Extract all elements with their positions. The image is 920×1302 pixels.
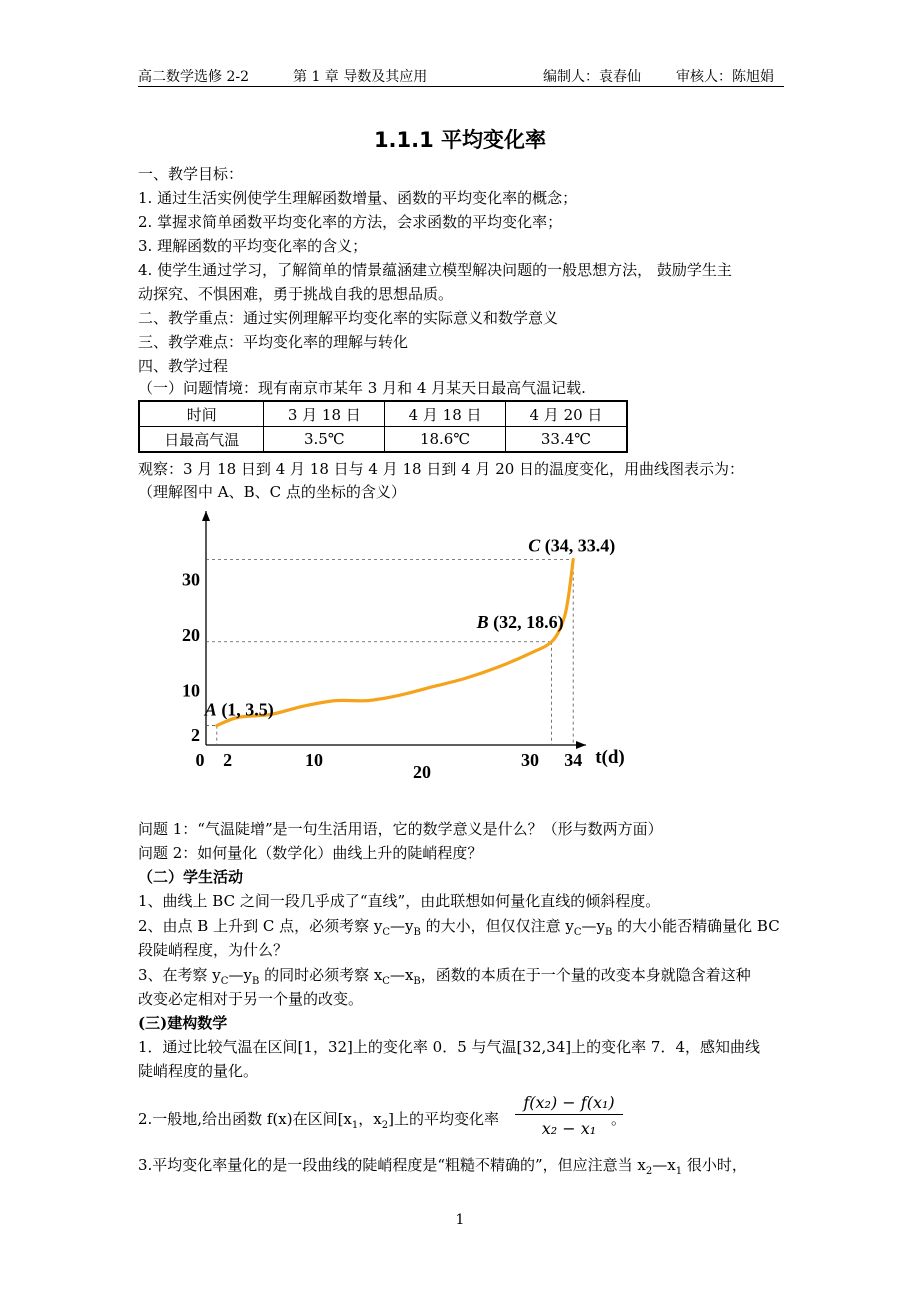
- observe-line-2: （理解图中 A、B、C 点的坐标的含义）: [138, 483, 406, 501]
- page-header: [138, 64, 784, 87]
- table-cell: 4 月 20 日: [505, 401, 627, 427]
- temperature-chart: [138, 505, 658, 785]
- header-reviewer: 审核人：陈旭娟: [676, 69, 774, 85]
- table-cell: 日最高气温: [139, 427, 264, 453]
- page-title: 1.1.1 平均变化率: [373, 128, 547, 152]
- header-chapter: 第 1 章 导数及其应用: [293, 69, 428, 85]
- question-1: 问题 1：“气温陡增”是一句生活用语，它的数学意义是什么？（形与数两方面）: [138, 820, 663, 838]
- table-row: [139, 401, 627, 427]
- activity-heading: （二）学生活动: [138, 868, 244, 886]
- objective-2: 2. 掌握求简单函数平均变化率的方法，会求函数的平均变化率；: [138, 213, 563, 231]
- table-cell: 时间: [139, 401, 264, 427]
- construct-line-1: 1．通过比较气温在区间[1，32]上的变化率 0．5 与气温[32,34]上的变化率 7．4，感知曲线: [138, 1038, 761, 1056]
- x-axis-label: t(d): [595, 747, 625, 768]
- x-tick-label: 30: [521, 750, 539, 770]
- activity-line-2: 2、由点 B 上升到 C 点，必须考察 $y_C—y_B$ 的大小，但仅仅注意 $y_C—y_B$ 的大小能否精确量化 BC: [138, 917, 780, 938]
- y-axis-arrow: [202, 511, 210, 521]
- key-point: 二、教学重点：通过实例理解平均变化率的实际意义和数学意义: [138, 309, 559, 327]
- formula-denominator: x₂ − x₁: [541, 1119, 597, 1138]
- average-rate-formula: [515, 1093, 623, 1138]
- objective-1: 1. 通过生活实例使学生理解函数增量、函数的平均变化率的概念；: [138, 189, 578, 207]
- formula-numerator: f(x₂) − f(x₁): [515, 1093, 623, 1115]
- activity-line-4: 3、在考察 $y_C—y_B$ 的同时必须考察 $x_C—x_B$，函数的本质在于一个量的改变本身就隐含着这种: [138, 966, 751, 987]
- construct-heading: (三)建构数学: [138, 1014, 228, 1032]
- question-2: 问题 2：如何量化（数学化）曲线上升的陡峭程度？: [138, 844, 483, 862]
- activity-line-3: 段陡峭程度，为什么？: [138, 941, 289, 959]
- construct-line-2: 陡峭程度的量化。: [138, 1062, 259, 1080]
- objective-3: 3. 理解函数的平均变化率的含义；: [138, 237, 368, 255]
- temperature-table: [138, 400, 628, 453]
- point-label-b: B (32, 18.6): [476, 611, 564, 632]
- header-course: 高二数学选修 2-2: [138, 69, 249, 85]
- page-number: 1: [455, 1212, 465, 1228]
- point-label-a: A (1, 3.5): [204, 699, 274, 720]
- observe-line-1: 观察：3 月 18 日到 4 月 18 日与 4 月 18 日到 4 月 20 日的温度变化，用曲线图表示为：: [138, 460, 745, 478]
- x-tick-label: 0: [195, 750, 205, 770]
- situation: （一）问题情境：现有南京市某年 3 月和 4 月某天日最高气温记载.: [138, 379, 586, 397]
- objective-4: 4. 使学生通过学习，了解简单的情景蕴涵建立模型解决问题的一般思想方法， 鼓励学生主: [138, 261, 732, 279]
- y-tick-label: 20: [182, 625, 200, 645]
- y-tick-label: 2: [191, 724, 200, 745]
- x-tick-label: 20: [413, 762, 431, 782]
- point-label-c: C (34, 33.4): [528, 535, 616, 556]
- x-axis-arrow: [576, 741, 586, 749]
- table-cell: 3.5℃: [264, 427, 385, 453]
- y-tick-label: 30: [182, 569, 200, 590]
- table-cell: 3 月 18 日: [264, 401, 385, 427]
- table-cell: 18.6℃: [385, 427, 506, 453]
- process-heading: 四、教学过程: [138, 357, 229, 375]
- y-tick-label: 10: [182, 680, 200, 701]
- table-cell: 4 月 18 日: [385, 401, 506, 427]
- activity-line-1: 1、曲线上 BC 之间一段几乎成了“直线”，由此联想如何量化直线的倾斜程度。: [138, 892, 661, 910]
- activity-line-5: 改变必定相对于另一个量的改变。: [138, 990, 364, 1008]
- x-tick-label: 10: [305, 750, 323, 770]
- construct-line-4: 3.平均变化率量化的是一段曲线的陡峭程度是“粗糙不精确的”，但应注意当 $x_2—x_1$ 很小时，: [138, 1156, 747, 1177]
- objectives-heading: 一、教学目标：: [138, 165, 244, 183]
- header-editor: 编制人：袁春仙: [543, 69, 641, 85]
- x-tick-label: 34: [564, 750, 583, 770]
- table-row: [139, 427, 627, 453]
- construct-line-3: 2.一般地,给出函数 f(x)在区间[$x_1$，$x_2$]上的平均变化率 。: [138, 1110, 626, 1131]
- table-cell: 33.4℃: [505, 427, 627, 453]
- difficult-point: 三、教学难点：平均变化率的理解与转化: [138, 333, 409, 351]
- x-tick-label: 2: [223, 750, 233, 770]
- objective-4-cont: 动探究、不惧困难，勇于挑战自我的思想品质。: [138, 285, 454, 303]
